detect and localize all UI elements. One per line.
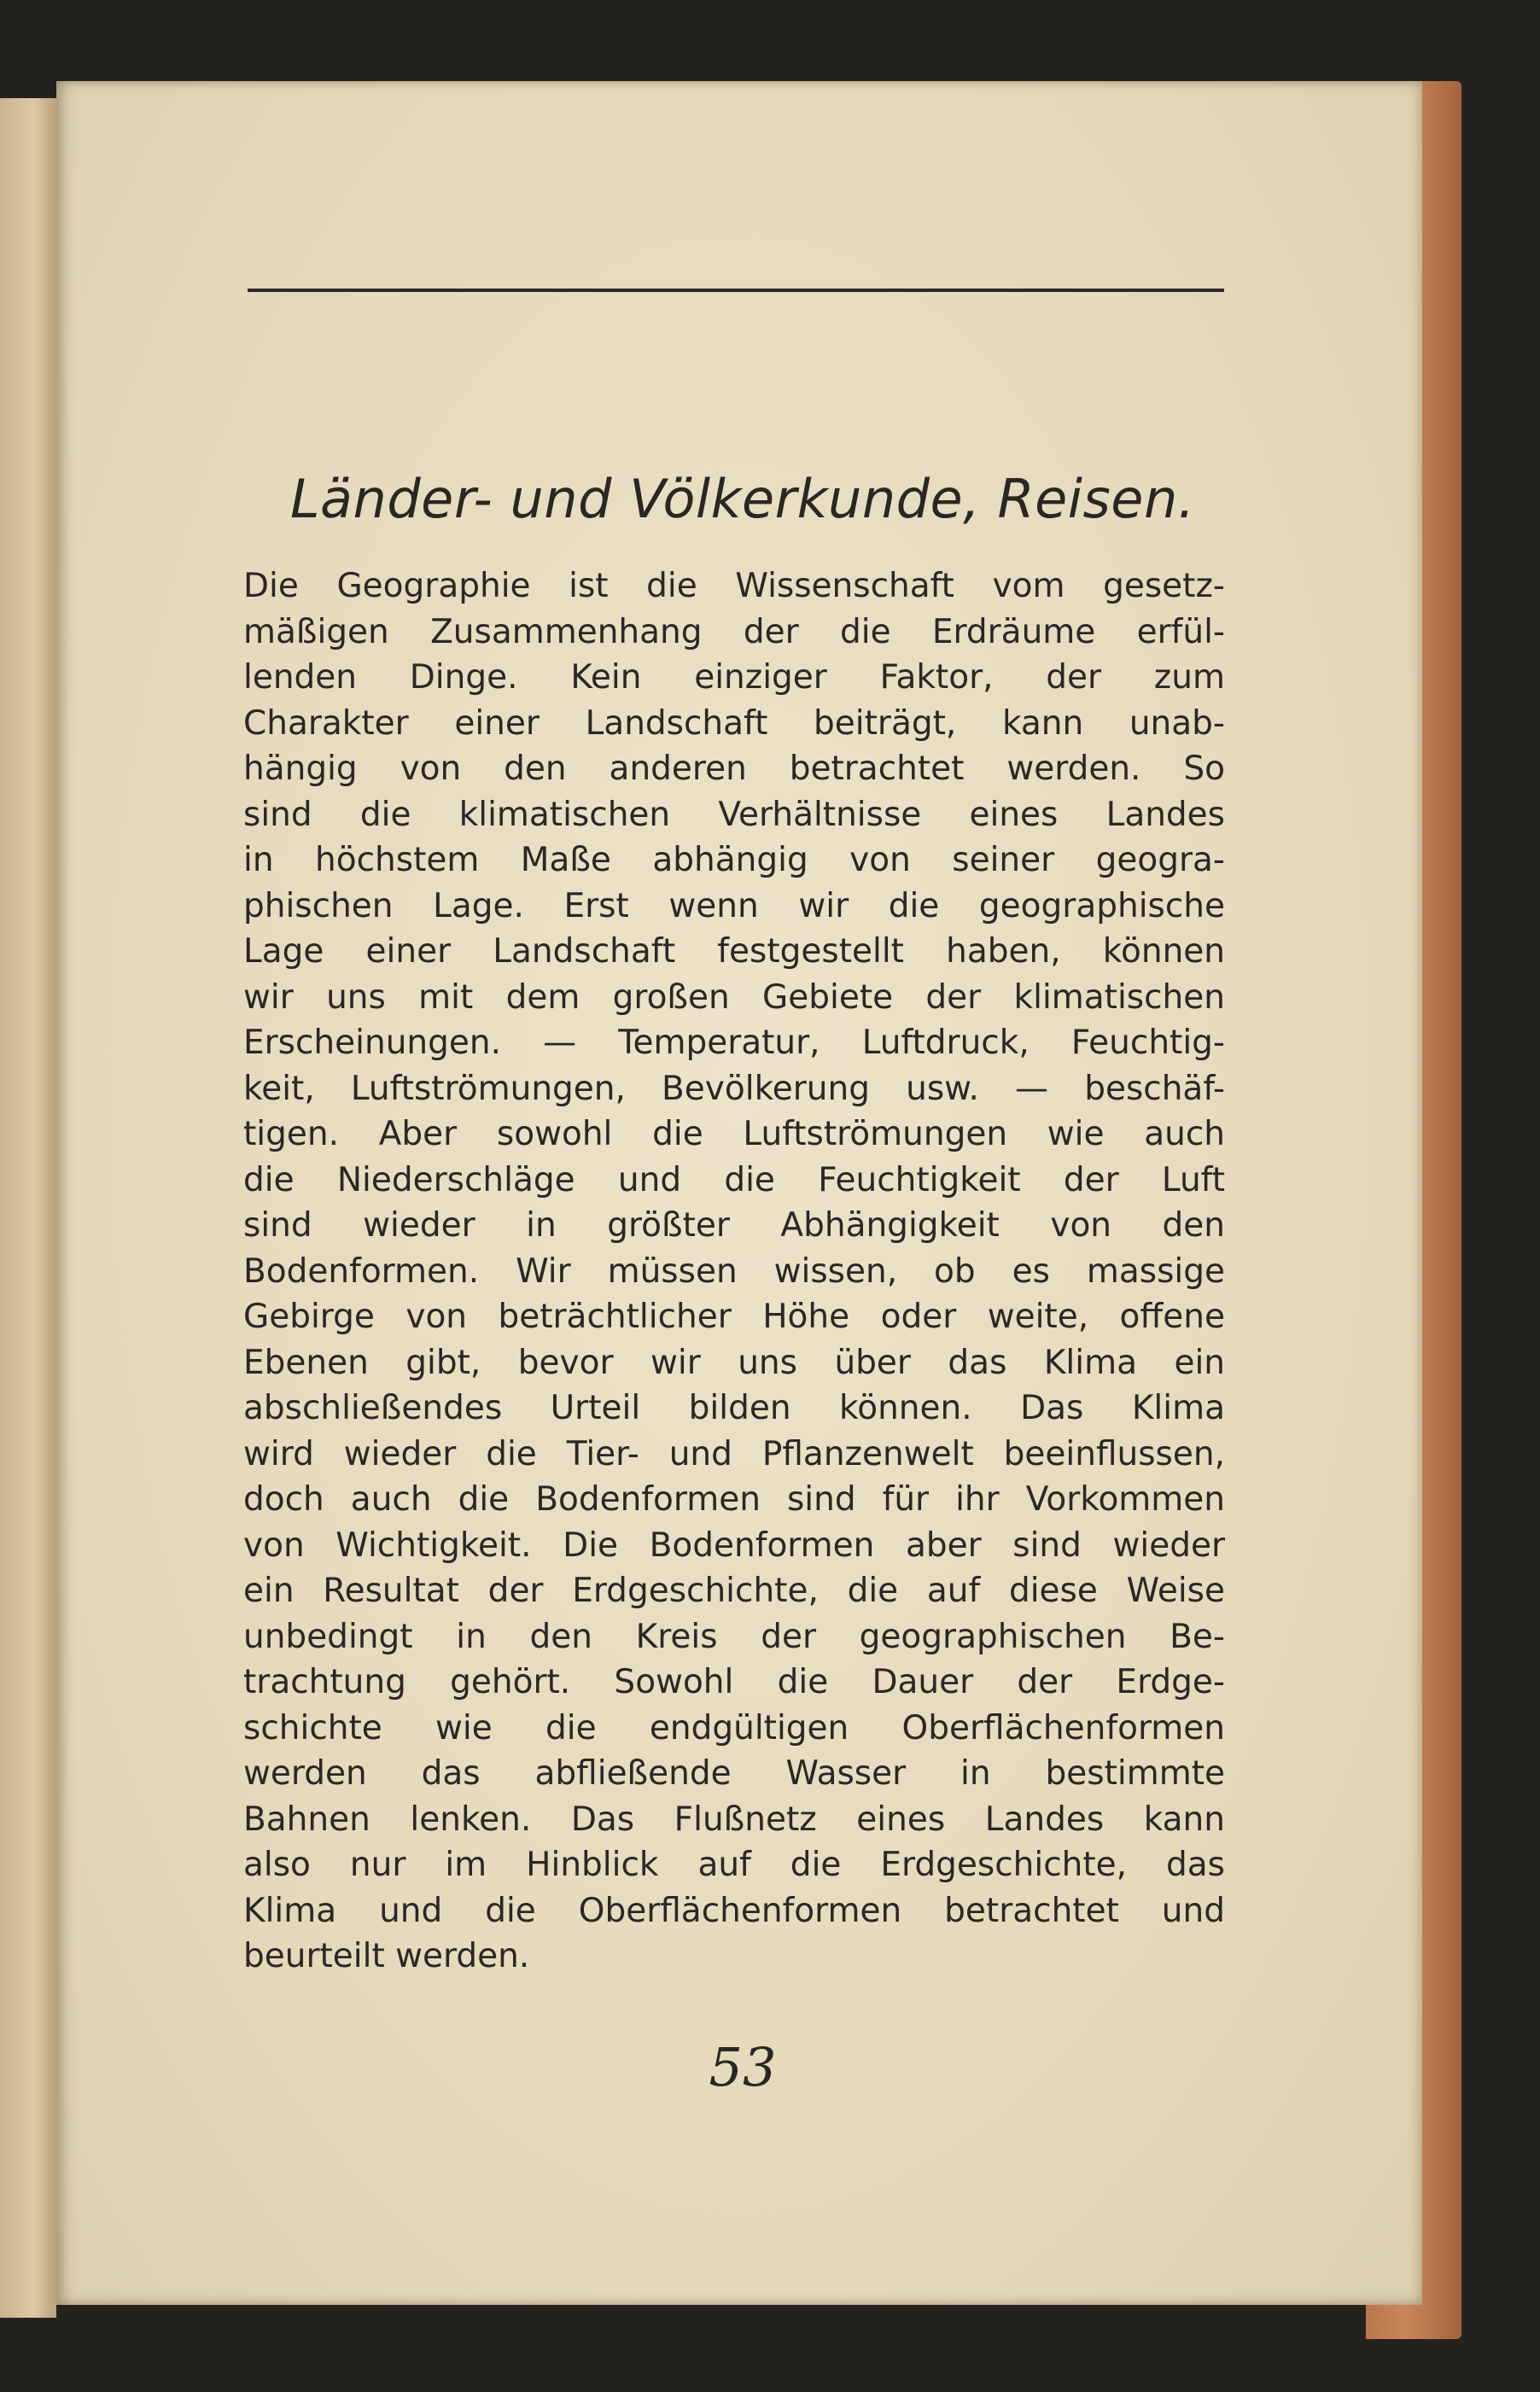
left-page-edge: [0, 98, 56, 2318]
section-heading: Länder- und Völkerkunde, Reisen.: [290, 468, 1195, 530]
text-line: keit, Luftströmungen, Bevölkerung usw. — beschäf-: [243, 1069, 1225, 1108]
text-line: Gebirge von beträchtlicher Höhe oder weite, offene: [243, 1298, 1225, 1336]
text-line: Charakter einer Landschaft beiträgt, kann unab-: [243, 703, 1225, 743]
page-number: 53: [709, 2036, 777, 2098]
text-line: Bodenformen. Wir müssen wissen, ob es massige: [243, 1251, 1225, 1291]
text-line: phischen Lage. Erst wenn wir die geographische: [243, 886, 1225, 925]
body-paragraph: [243, 563, 1225, 1980]
text-line: sind wieder in größter Abhängigkeit von den: [243, 1206, 1225, 1245]
text-line: Erscheinungen. — Temperatur, Luftdruck, Feuchtig-: [243, 1024, 1225, 1062]
text-line: wir uns mit dem großen Gebiete der klimatischen: [243, 977, 1225, 1017]
text-line: schichte wie die endgültigen Oberflächenformen: [243, 1708, 1225, 1747]
text-line: von Wichtigkeit. Die Bodenformen aber sind wieder: [243, 1526, 1225, 1565]
text-line: Klima und die Oberflächenformen betrachtet und: [243, 1891, 1225, 1930]
text-line: wird wieder die Tier- und Pflanzenwelt beeinflussen,: [243, 1434, 1225, 1473]
text-line: lenden Dinge. Kein einziger Faktor, der zum: [243, 658, 1225, 697]
text-line: werden das abfließende Wasser in bestimmte: [243, 1754, 1225, 1793]
text-line: mäßigen Zusammenhang der die Erdräume erfül-: [243, 612, 1225, 651]
text-line: tigen. Aber sowohl die Luftströmungen wie auch: [243, 1115, 1225, 1153]
text-line: abschließendes Urteil bilden können. Das Klima: [243, 1389, 1225, 1427]
text-line: sind die klimatischen Verhältnisse eines Landes: [243, 795, 1225, 834]
text-line: Ebenen gibt, bevor wir uns über das Klima ein: [243, 1343, 1225, 1382]
text-line: die Niederschläge und die Feuchtigkeit der Luft: [243, 1160, 1225, 1199]
text-line: Die Geographie ist die Wissenschaft vom gesetz-: [243, 567, 1225, 605]
text-line: in höchstem Maße abhängig von seiner geogra-: [243, 841, 1225, 879]
text-line: also nur im Hinblick auf die Erdgeschichte, das: [243, 1846, 1225, 1884]
text-line: Lage einer Landschaft festgestellt haben, können: [243, 932, 1225, 971]
text-line: Bahnen lenken. Das Flußnetz eines Landes kann: [243, 1800, 1225, 1839]
text-line: hängig von den anderen betrachtet werden. So: [243, 750, 1225, 788]
text-line: trachtung gehört. Sowohl die Dauer der Erdge-: [243, 1663, 1225, 1701]
text-line: beurteilt werden.: [243, 1937, 530, 1975]
text-line: doch auch die Bodenformen sind für ihr Vorkommen: [243, 1480, 1225, 1519]
text-line: ein Resultat der Erdgeschichte, die auf diese Weise: [243, 1572, 1225, 1610]
text-line: unbedingt in den Kreis der geographischen Be-: [243, 1617, 1225, 1656]
top-rule: [248, 289, 1224, 292]
